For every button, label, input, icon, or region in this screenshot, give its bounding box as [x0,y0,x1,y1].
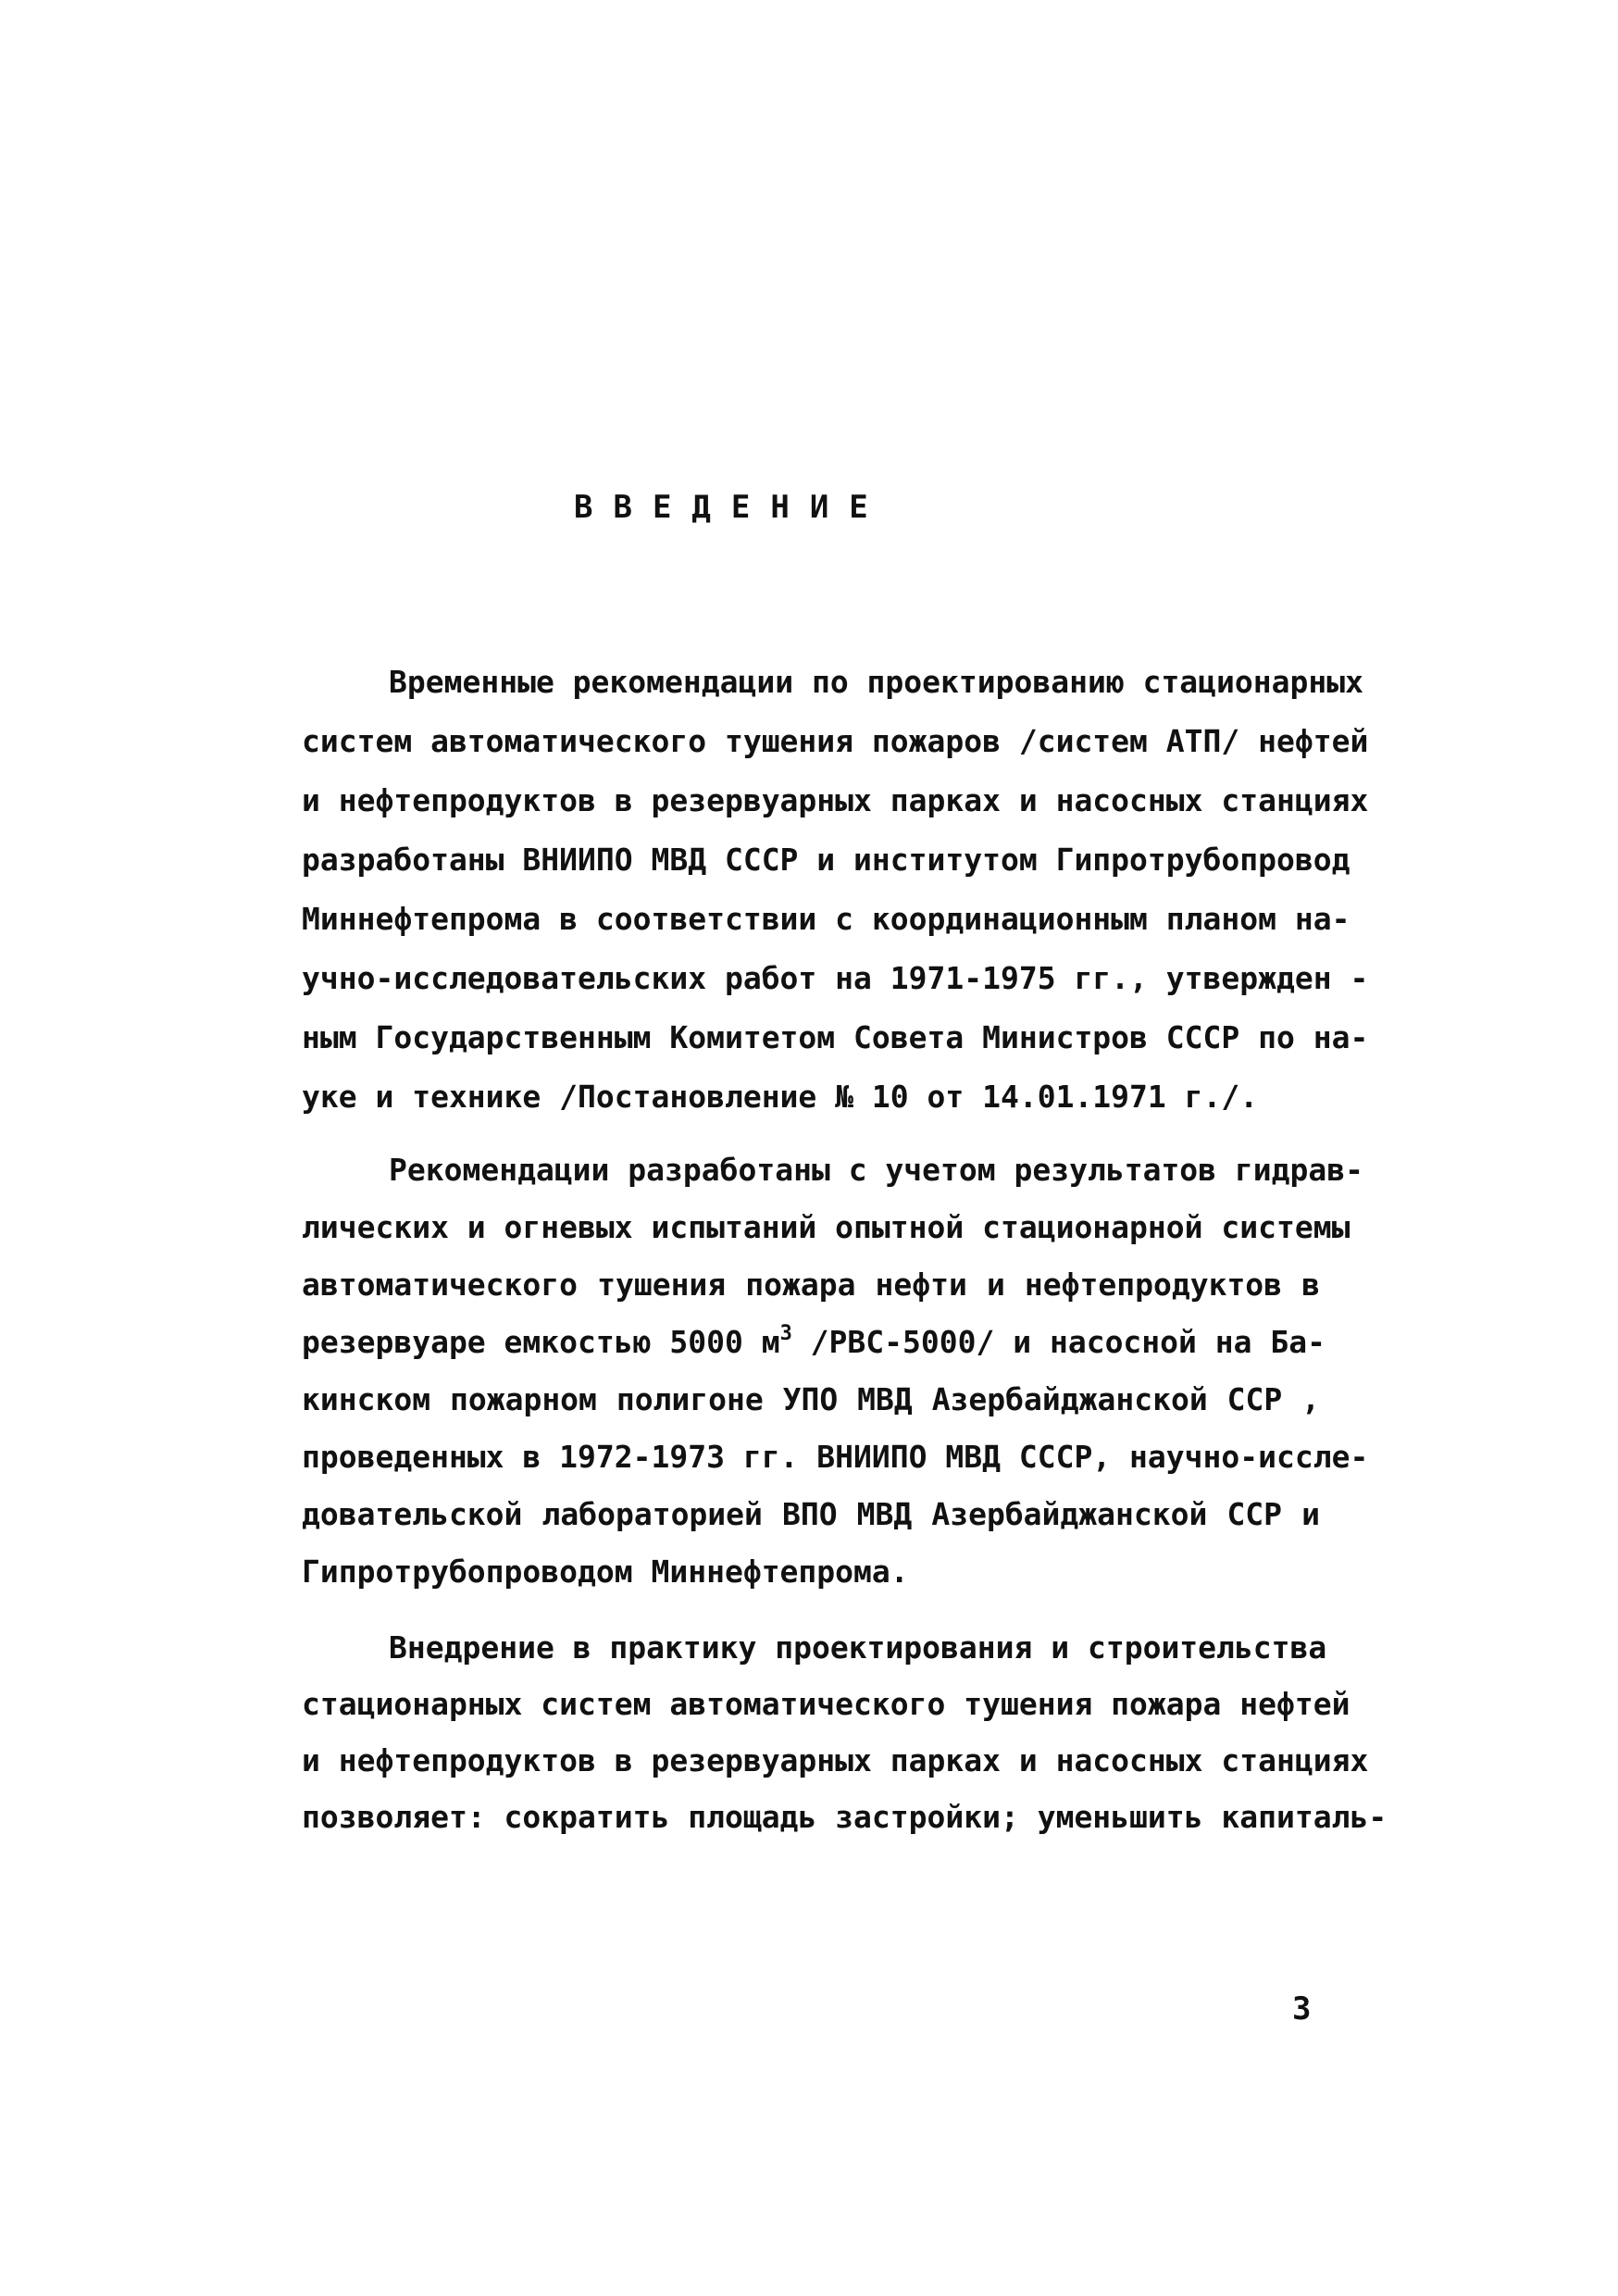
paragraph-3-line-4: позволяет: сократить площадь застройки; уменьшить капиталь- [302,1799,1388,1835]
superscript-cubed: 3 [779,1322,792,1345]
paragraph-2-line-6: проведенных в 1972-1973 гг. ВНИИПО МВД СССР, научно-иссле- [302,1439,1369,1475]
paragraph-1-line-1: Временные рекомендации по проектированию стационарных [389,664,1363,700]
paragraph-1-line-5: Миннефтепрома в соответствии с координационным планом на- [302,901,1350,937]
paragraph-2-line-4-tail: /РВС-5000/ и насосной на Ба- [791,1324,1326,1360]
paragraph-2-line-4-text: резервуаре емкостью 5000 м [302,1324,780,1360]
paragraph-2-line-7: довательской лабораторией ВПО МВД Азербайджанской ССР и [302,1496,1320,1532]
paragraph-3-line-3: и нефтепродуктов в резервуарных парках и насосных станциях [302,1742,1369,1778]
paragraph-2-line-8: Гипротрубопроводом Миннефтепрома. [302,1554,909,1590]
paragraph-3-line-1: Внедрение в практику проектирования и строительства [389,1629,1327,1666]
paragraph-2-line-5: кинском пожарном полигоне УПО МВД Азербайджанской ССР , [302,1381,1320,1417]
paragraph-2-line-4 [302,1322,1326,1362]
paragraph-1-line-3: и нефтепродуктов в резервуарных парках и насосных станциях [302,782,1369,818]
paragraph-2-line-2: лических и огневых испытаний опытной стационарной системы [302,1209,1350,1245]
paragraph-1-line-6: учно-исследовательских работ на 1971-1975 гг., утвержден - [302,960,1369,996]
paragraph-2-line-1: Рекомендации разработаны с учетом результатов гидрав- [389,1152,1363,1188]
paragraph-1-line-7: ным Государственным Комитетом Совета Министров СССР по на- [302,1019,1369,1055]
page-number: 3 [1292,1990,1312,2028]
section-heading: ВВЕДЕНИЕ [574,489,889,526]
paragraph-1-line-2: систем автоматического тушения пожаров /систем АТП/ нефтей [302,723,1369,759]
paragraph-1-line-8: уке и технике /Постановление № 10 от 14.01.1971 г./. [302,1079,1259,1115]
paragraph-2-line-3: автоматического тушения пожара нефти и нефтепродуктов в [302,1267,1320,1303]
paragraph-3-line-2: стационарных систем автоматического тушения пожара нефтей [302,1686,1350,1722]
paragraph-1-line-4: разработаны ВНИИПО МВД СССР и институтом Гипротрубопровод [302,842,1350,878]
